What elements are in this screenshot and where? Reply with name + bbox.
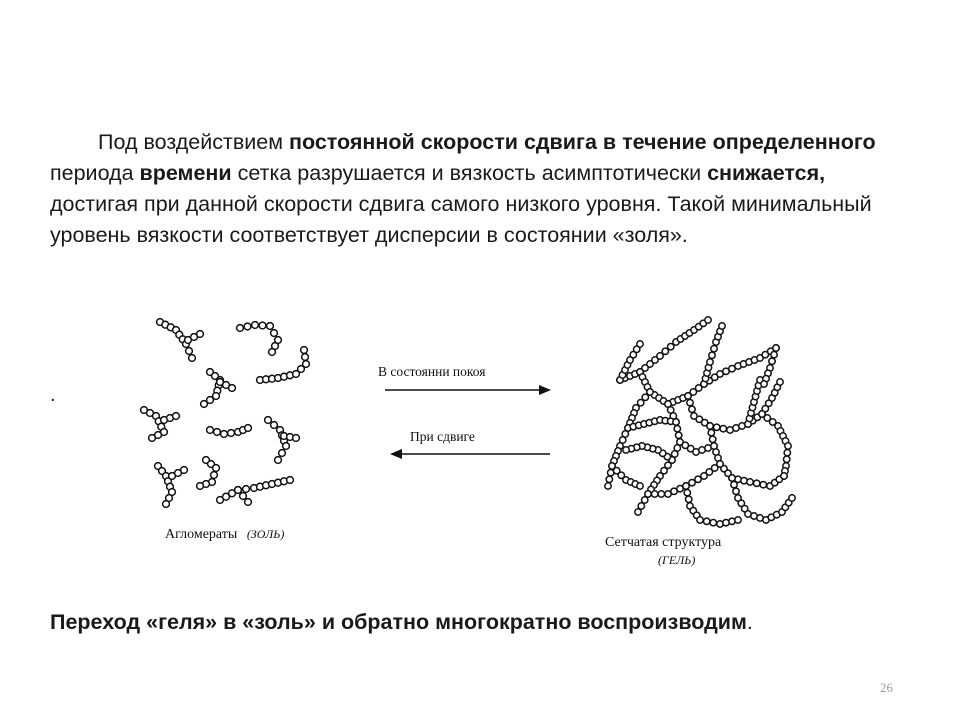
para-text-3: сетка разрушается и вязкость асимптотически [231, 161, 708, 185]
shear-arrow [390, 449, 550, 459]
page-number: 26 [880, 680, 893, 695]
para-bold-shear-rate: постоянной скорости сдвига в течение определенного [289, 130, 876, 154]
conclusion-text [50, 607, 910, 637]
stray-dot: . [50, 384, 56, 406]
agglomerates-label-text: Агломераты [165, 527, 238, 542]
main-paragraph [50, 127, 910, 251]
network-structure-illustration [605, 317, 795, 527]
para-text-2: периода [50, 161, 140, 185]
rest-arrow [385, 385, 551, 395]
conclusion-bold: Переход «геля» в «золь» и обратно многократно воспроизводим [50, 610, 747, 634]
para-text-4: достигая при данной скорости сдвига самого низкого уровня. Такой минимальный уровень вязкости соответствует дисперсии в состоянии «золя». [50, 192, 872, 247]
sol-label: (ЗОЛЬ) [246, 527, 285, 541]
agglomerates-label [165, 527, 284, 542]
shear-arrow-label: При сдвиге [410, 429, 475, 444]
gel-label: (ГЕЛЬ) [658, 553, 696, 567]
para-text-1: Под воздействием [98, 130, 289, 154]
para-bold-decreases: снижается, [707, 161, 826, 185]
para-bold-time: времени [139, 161, 232, 185]
conclusion-tail: . [746, 610, 753, 634]
agglomerates-illustration [141, 319, 310, 508]
sol-gel-diagram [120, 300, 820, 590]
rest-arrow-label: В состоянни покоя [378, 364, 486, 379]
network-label: Сетчатая структура [605, 535, 722, 550]
